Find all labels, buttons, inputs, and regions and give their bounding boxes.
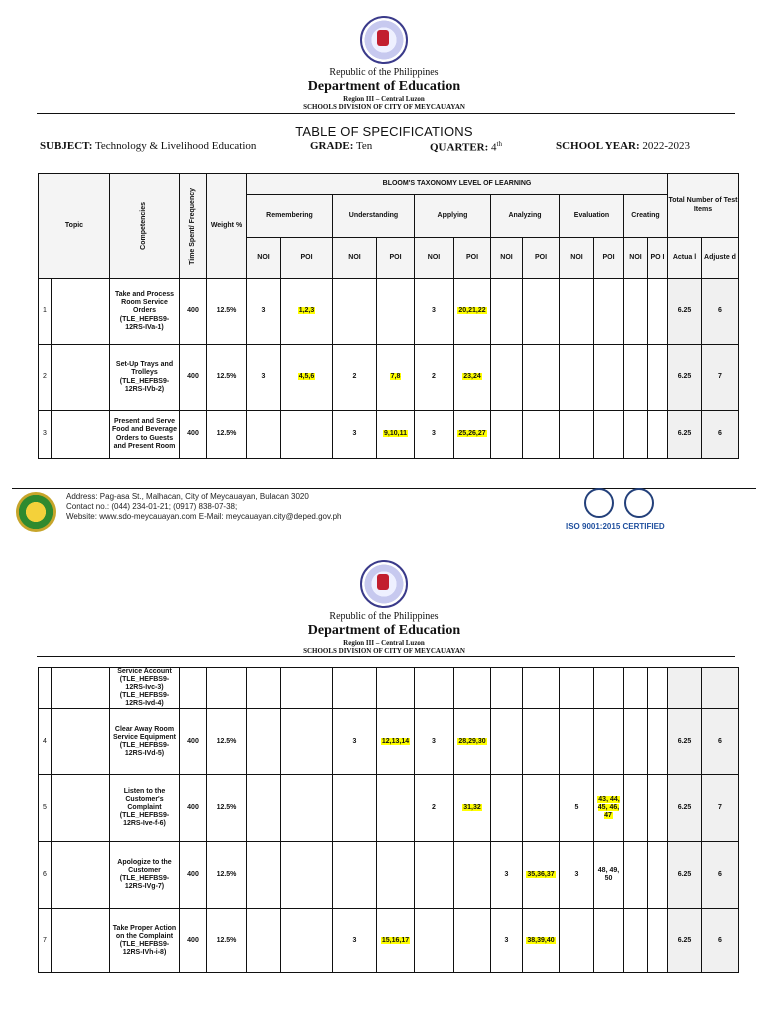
adjusted-cell: 6	[702, 411, 739, 459]
table-row	[39, 709, 739, 775]
competency-cell: Listen to the Customer's Complaint (TLE_HEFBS9-12RS-Ive-f-6)	[110, 775, 180, 842]
poi-cell	[648, 279, 668, 345]
noi-cell	[415, 909, 454, 973]
topic-number: 4	[39, 709, 52, 775]
noi-cell	[491, 709, 523, 775]
noi-cell: 3	[491, 842, 523, 909]
time-cell: 400	[180, 411, 207, 459]
poi-cell	[454, 411, 491, 459]
noi-cell	[333, 775, 377, 842]
noi-header: NOI	[247, 238, 281, 279]
topic-cell	[52, 279, 110, 345]
noi-cell	[624, 775, 648, 842]
noi-cell	[624, 345, 648, 411]
weight-cell: 12.5%	[207, 775, 247, 842]
header-rule	[37, 656, 735, 657]
letterhead-page2	[0, 560, 768, 655]
page-title: TABLE OF SPECIFICATIONS	[295, 124, 473, 139]
poi-header: POI	[594, 238, 624, 279]
deped-seal-icon	[360, 16, 408, 64]
poi-item-numbers: 28,29,30	[458, 737, 486, 745]
noi-cell: 2	[333, 345, 377, 411]
poi-item-numbers: 23,24	[463, 373, 481, 381]
competency-cell: Set-Up Trays and Trolleys (TLE_HEFBS9-12RS-IVb-2)	[110, 345, 180, 411]
noi-cell	[333, 668, 377, 709]
noi-cell: 3	[415, 411, 454, 459]
table-row	[39, 909, 739, 973]
actual-cell: 6.25	[668, 909, 702, 973]
poi-cell	[648, 709, 668, 775]
poi-cell	[281, 345, 333, 411]
competency-cell: Service Account (TLE_HEFBS9-12RS-Ivc-3) (TLE_HEFBS9-12RS-Ivd-4)	[110, 668, 180, 709]
poi-header: POI	[377, 238, 415, 279]
competency-cell: Take and Process Room Service Orders (TLE_HEFBS9-12RS-IVa-1)	[110, 279, 180, 345]
poi-cell	[594, 668, 624, 709]
actual-cell: 6.25	[668, 345, 702, 411]
poi-cell	[281, 279, 333, 345]
poi-item-numbers: 9,10,11	[384, 430, 407, 438]
poi-cell	[454, 279, 491, 345]
website-text: Website: www.sdo-meycauayan.com E-Mail: meycauayan.city@deped.gov.ph	[66, 512, 342, 521]
poi-cell	[454, 775, 491, 842]
noi-cell	[247, 775, 281, 842]
noi-cell	[491, 345, 523, 411]
poi-header: POI	[454, 238, 491, 279]
noi-header: NOI	[415, 238, 454, 279]
poi-item-numbers: 15,16,17	[381, 936, 410, 944]
total-header: Total Number of Test Items	[668, 174, 739, 238]
topic-number: 6	[39, 842, 52, 909]
quarter-meta: QUARTER: 4th	[430, 140, 502, 154]
noi-cell	[247, 411, 281, 459]
topic-number: 5	[39, 775, 52, 842]
noi-cell	[491, 279, 523, 345]
noi-cell: 3	[333, 709, 377, 775]
weight-cell	[207, 668, 247, 709]
weight-cell: 12.5%	[207, 411, 247, 459]
poi-cell	[377, 775, 415, 842]
poi-item-numbers: 4,5,6	[298, 373, 315, 381]
poi-cell	[377, 279, 415, 345]
poi-item-numbers: 31,32	[463, 804, 481, 812]
noi-cell: 3	[247, 345, 281, 411]
poi-cell	[281, 709, 333, 775]
noi-cell	[491, 775, 523, 842]
noi-cell: 3	[415, 709, 454, 775]
noi-cell	[624, 668, 648, 709]
region-text: Region III – Central Luzon	[343, 95, 425, 103]
poi-cell	[454, 909, 491, 973]
iso-logo-icon	[584, 488, 614, 518]
iso-logos	[580, 488, 660, 516]
topic-cell	[52, 775, 110, 842]
noi-header: NOI	[491, 238, 523, 279]
table-row	[39, 345, 739, 411]
poi-cell	[281, 411, 333, 459]
noi-cell	[491, 411, 523, 459]
poi-cell	[523, 842, 560, 909]
page-footer	[0, 488, 768, 532]
poi-cell	[454, 842, 491, 909]
topic-header: Topic	[39, 174, 110, 279]
level-analyzing: Analyzing	[491, 195, 560, 238]
department-title: Department of Education	[307, 79, 461, 94]
poi-cell	[377, 668, 415, 709]
level-remembering: Remembering	[247, 195, 333, 238]
time-cell: 400	[180, 709, 207, 775]
poi-cell	[523, 345, 560, 411]
topic-number: 1	[39, 279, 52, 345]
noi-cell	[247, 709, 281, 775]
poi-item-numbers: 12,13,14	[381, 737, 410, 745]
noi-header: NOI	[333, 238, 377, 279]
actual-cell	[668, 668, 702, 709]
specification-table	[38, 173, 739, 459]
noi-cell	[247, 668, 281, 709]
poi-cell	[523, 668, 560, 709]
noi-cell	[624, 909, 648, 973]
topic-number	[39, 668, 52, 709]
poi-cell	[377, 411, 415, 459]
topic-cell	[52, 709, 110, 775]
competency-cell: Present and Serve Food and Beverage Orders to Guests and Present Room	[110, 411, 180, 459]
noi-cell	[624, 279, 648, 345]
poi-cell	[377, 709, 415, 775]
specification-table-continued	[38, 667, 739, 973]
footer-address-block	[66, 492, 342, 522]
table-row	[39, 411, 739, 459]
poi-item-numbers: 7,8	[390, 373, 401, 381]
poi-item-numbers: 20,21,22	[458, 307, 486, 315]
noi-cell	[247, 909, 281, 973]
time-cell: 400	[180, 279, 207, 345]
time-cell: 400	[180, 345, 207, 411]
poi-header: PO I	[648, 238, 668, 279]
poi-item-numbers: 25,26,27	[458, 430, 486, 438]
level-applying: Applying	[415, 195, 491, 238]
weight-cell: 12.5%	[207, 279, 247, 345]
topic-number: 3	[39, 411, 52, 459]
weight-header: Weight %	[207, 174, 247, 279]
region-text: Region III – Central Luzon	[343, 639, 425, 647]
poi-cell	[454, 345, 491, 411]
noi-cell: 3	[560, 842, 594, 909]
time-header: Time Spent/ Frequency	[180, 174, 207, 279]
subject-meta: SUBJECT: Technology & Livelihood Education	[40, 140, 257, 152]
poi-cell	[648, 668, 668, 709]
time-cell	[180, 668, 207, 709]
actual-cell: 6.25	[668, 709, 702, 775]
poi-cell	[454, 668, 491, 709]
adjusted-cell: 7	[702, 345, 739, 411]
poi-cell	[377, 909, 415, 973]
poi-item-numbers: 43, 44, 45, 46, 47	[597, 796, 620, 820]
adjusted-cell	[702, 668, 739, 709]
noi-header: NOI	[560, 238, 594, 279]
competency-cell: Clear Away Room Service Equipment (TLE_HEFBS9-12RS-IVd-5)	[110, 709, 180, 775]
poi-cell	[523, 775, 560, 842]
poi-cell	[523, 279, 560, 345]
letterhead-top	[0, 16, 768, 111]
noi-cell	[560, 345, 594, 411]
noi-cell	[333, 842, 377, 909]
noi-cell	[560, 668, 594, 709]
poi-cell	[648, 411, 668, 459]
poi-cell	[648, 775, 668, 842]
poi-item-numbers: 38,39,40	[527, 936, 555, 944]
noi-cell	[415, 668, 454, 709]
blooms-header: BLOOM'S TAXONOMY LEVEL OF LEARNING	[247, 174, 668, 195]
topic-number: 7	[39, 909, 52, 973]
header-rule	[37, 113, 735, 114]
noi-cell	[415, 842, 454, 909]
department-title: Department of Education	[307, 623, 461, 638]
level-understanding: Understanding	[333, 195, 415, 238]
topic-cell	[52, 842, 110, 909]
table-row	[39, 775, 739, 842]
poi-cell	[281, 775, 333, 842]
poi-cell	[377, 345, 415, 411]
noi-cell	[333, 279, 377, 345]
noi-cell	[491, 668, 523, 709]
poi-cell	[594, 709, 624, 775]
poi-item-numbers: 1,2,3	[298, 307, 315, 315]
actual-header: Actua l	[668, 238, 702, 279]
poi-cell	[281, 909, 333, 973]
noi-cell	[624, 842, 648, 909]
deped-seal-icon	[360, 560, 408, 608]
table-row	[39, 668, 739, 709]
noi-header: NOI	[624, 238, 648, 279]
poi-cell	[281, 842, 333, 909]
actual-cell: 6.25	[668, 775, 702, 842]
weight-cell: 12.5%	[207, 345, 247, 411]
republic-text: Republic of the Philippines	[329, 67, 439, 78]
noi-cell	[560, 709, 594, 775]
poi-cell	[523, 909, 560, 973]
competency-cell: Apologize to the Customer (TLE_HEFBS9-12RS-IVg-7)	[110, 842, 180, 909]
division-text: SCHOOLS DIVISION OF CITY OF MEYCAUAYAN	[303, 647, 465, 655]
noi-cell: 5	[560, 775, 594, 842]
iqnet-logo-icon	[624, 488, 654, 518]
weight-cell: 12.5%	[207, 909, 247, 973]
noi-cell	[247, 842, 281, 909]
noi-cell: 3	[333, 411, 377, 459]
poi-cell	[648, 345, 668, 411]
poi-cell	[523, 411, 560, 459]
poi-cell	[594, 411, 624, 459]
time-cell: 400	[180, 909, 207, 973]
poi-cell	[281, 668, 333, 709]
poi-header: POI	[281, 238, 333, 279]
poi-cell	[377, 842, 415, 909]
noi-cell	[560, 411, 594, 459]
time-cell: 400	[180, 775, 207, 842]
noi-cell	[624, 709, 648, 775]
topic-number: 2	[39, 345, 52, 411]
division-text: SCHOOLS DIVISION OF CITY OF MEYCAUAYAN	[303, 103, 465, 111]
level-evaluation: Evaluation	[560, 195, 624, 238]
adjusted-cell: 6	[702, 279, 739, 345]
contact-text: Contact no.: (044) 234-01-21; (0917) 838-07-38;	[66, 502, 238, 511]
poi-cell	[648, 842, 668, 909]
noi-cell: 2	[415, 345, 454, 411]
year-meta: SCHOOL YEAR: 2022-2023	[556, 140, 691, 152]
competencies-header: Competencies	[110, 174, 180, 279]
poi-cell: 48, 49, 50	[594, 842, 624, 909]
division-logo-icon	[16, 492, 56, 532]
poi-cell	[648, 909, 668, 973]
grade-meta: GRADE: Ten	[310, 140, 373, 152]
noi-cell	[560, 909, 594, 973]
table-row	[39, 842, 739, 909]
actual-cell: 6.25	[668, 279, 702, 345]
iso-certified-text: ISO 9001:2015 CERTIFIED	[566, 522, 665, 531]
adjusted-cell: 7	[702, 775, 739, 842]
poi-item-numbers: 35,36,37	[527, 871, 555, 879]
topic-cell	[52, 345, 110, 411]
poi-header: POI	[523, 238, 560, 279]
poi-cell	[594, 279, 624, 345]
topic-cell	[52, 668, 110, 709]
weight-cell: 12.5%	[207, 709, 247, 775]
poi-cell	[594, 909, 624, 973]
topic-cell	[52, 411, 110, 459]
adjusted-header: Adjuste d	[702, 238, 739, 279]
adjusted-cell: 6	[702, 709, 739, 775]
competency-cell: Take Proper Action on the Complaint (TLE_HEFBS9-12RS-IVh-i-8)	[110, 909, 180, 973]
noi-cell: 3	[415, 279, 454, 345]
noi-cell: 3	[247, 279, 281, 345]
time-cell: 400	[180, 842, 207, 909]
poi-cell	[454, 709, 491, 775]
topic-cell	[52, 909, 110, 973]
actual-cell: 6.25	[668, 411, 702, 459]
level-creating: Creating	[624, 195, 668, 238]
table-row	[39, 279, 739, 345]
poi-cell	[594, 345, 624, 411]
adjusted-cell: 6	[702, 842, 739, 909]
noi-cell: 3	[333, 909, 377, 973]
noi-cell	[560, 279, 594, 345]
adjusted-cell: 6	[702, 909, 739, 973]
noi-cell: 3	[491, 909, 523, 973]
weight-cell: 12.5%	[207, 842, 247, 909]
noi-cell	[624, 411, 648, 459]
republic-text: Republic of the Philippines	[329, 611, 439, 622]
address-text: Address: Pag-asa St., Malhacan, City of Meycauayan, Bulacan 3020	[66, 492, 309, 501]
noi-cell: 2	[415, 775, 454, 842]
actual-cell: 6.25	[668, 842, 702, 909]
poi-cell	[594, 775, 624, 842]
poi-cell	[523, 709, 560, 775]
